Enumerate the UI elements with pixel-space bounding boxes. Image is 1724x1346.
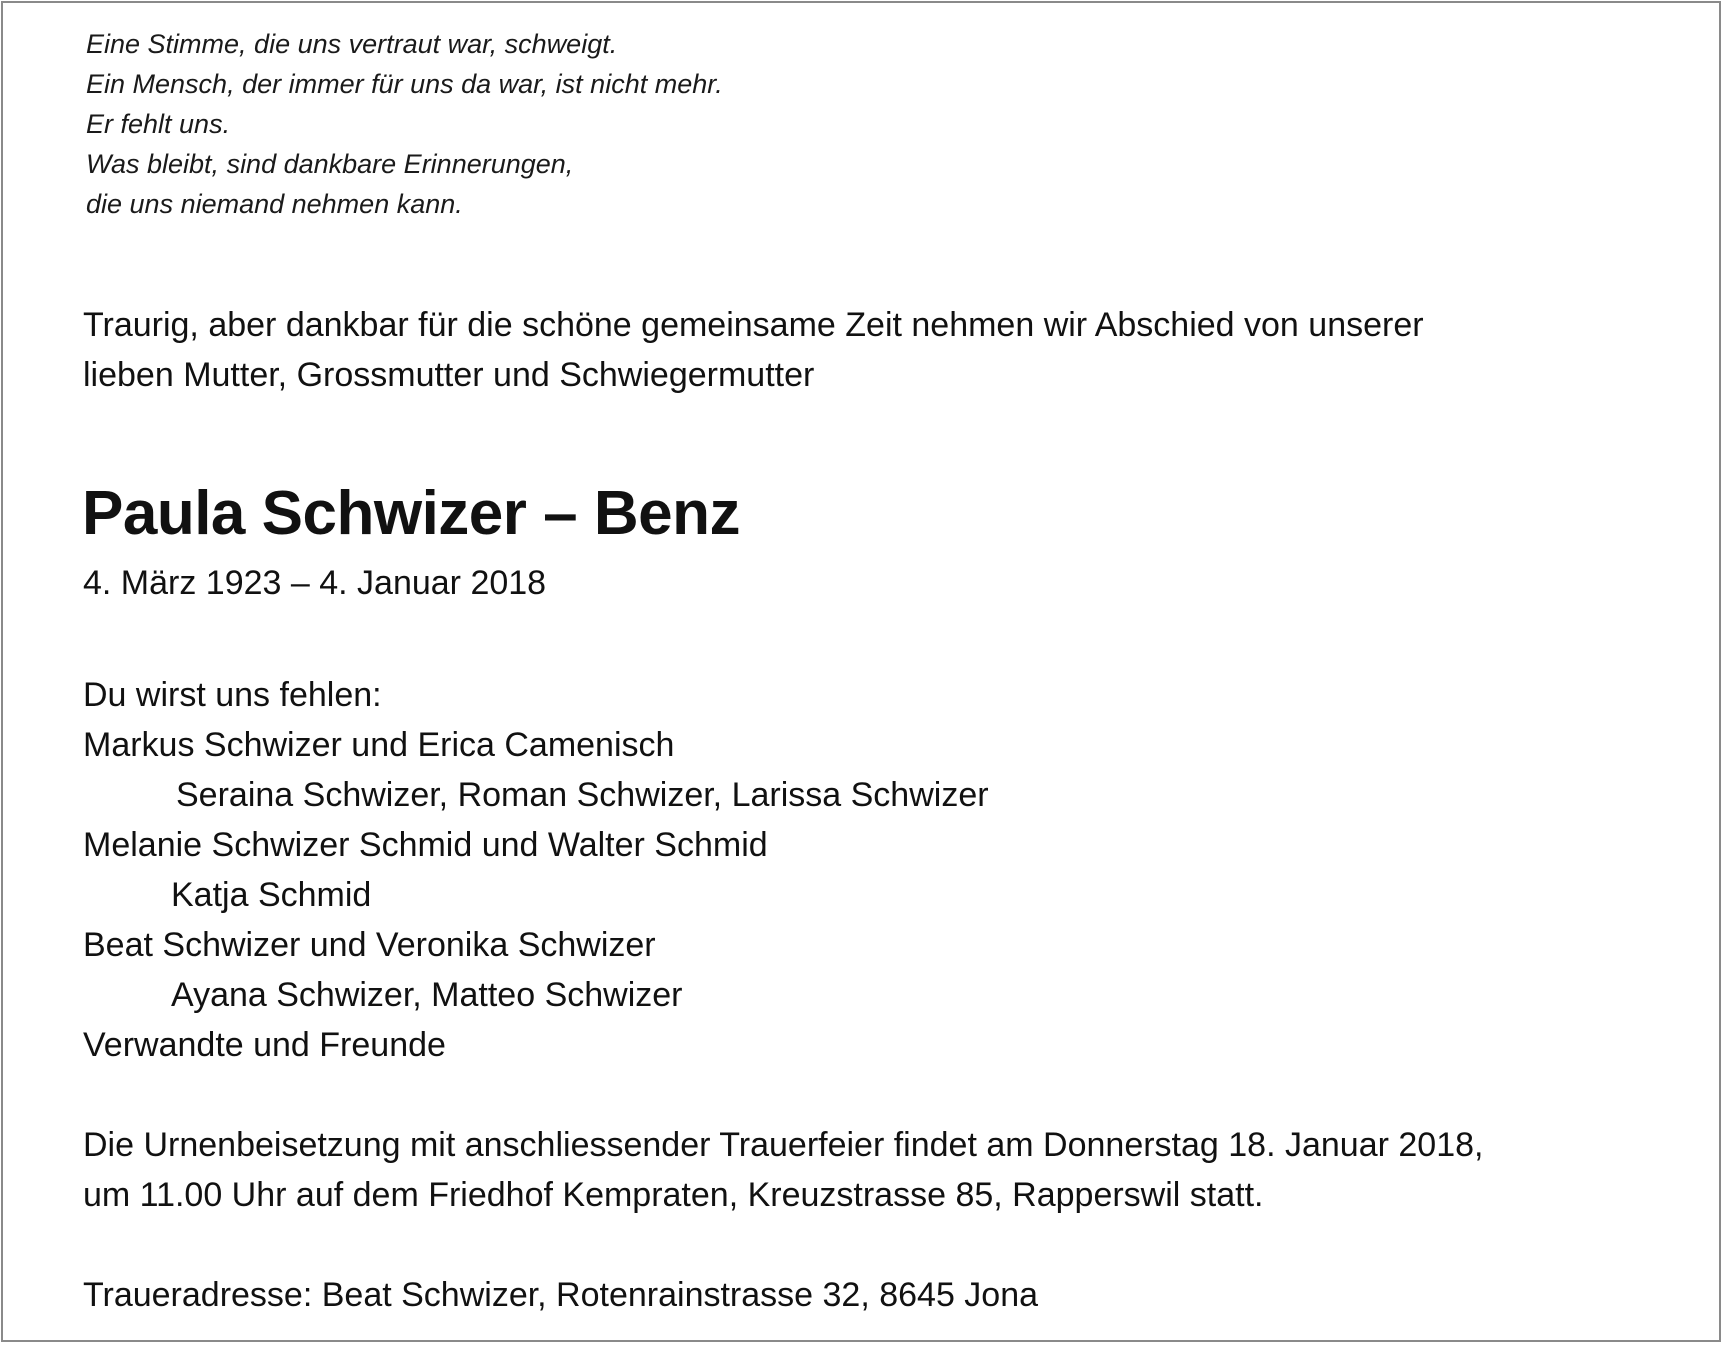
mourners-list: [83, 670, 989, 1070]
mourner-line: Verwandte und Freunde: [83, 1026, 446, 1064]
poem-line: die uns niemand nehmen kann.: [86, 189, 463, 219]
mourners-heading: Du wirst uns fehlen:: [83, 676, 382, 714]
ceremony-line: Die Urnenbeisetzung mit anschliessender Trauerfeier findet am Donnerstag 18. Januar 2018,: [83, 1126, 1484, 1164]
mourner-line: Seraina Schwizer, Roman Schwizer, Larissa Schwizer: [176, 776, 989, 814]
intro-line: lieben Mutter, Grossmutter und Schwiegermutter: [83, 356, 815, 394]
poem: [86, 24, 723, 224]
poem-line: Ein Mensch, der immer für uns da war, ist nicht mehr.: [86, 69, 723, 99]
deceased-name: Paula Schwizer – Benz: [82, 479, 740, 548]
mourner-line: Melanie Schwizer Schmid und Walter Schmid: [83, 826, 768, 864]
life-dates: 4. März 1923 – 4. Januar 2018: [83, 564, 547, 602]
intro-text: [83, 300, 1424, 400]
mourner-line: Ayana Schwizer, Matteo Schwizer: [171, 976, 683, 1014]
intro-line: Traurig, aber dankbar für die schöne gemeinsame Zeit nehmen wir Abschied von unserer: [83, 306, 1424, 344]
ceremony-info: [83, 1120, 1483, 1220]
mourning-address: Traueradresse: Beat Schwizer, Rotenrainstrasse 32, 8645 Jona: [83, 1276, 1039, 1314]
mourner-line: Markus Schwizer und Erica Camenisch: [83, 726, 675, 764]
mourner-line: Beat Schwizer und Veronika Schwizer: [83, 926, 656, 964]
poem-line: Was bleibt, sind dankbare Erinnerungen,: [86, 149, 574, 179]
poem-line: Eine Stimme, die uns vertraut war, schweigt.: [86, 29, 618, 59]
mourner-line: Katja Schmid: [171, 876, 372, 914]
ceremony-line: um 11.00 Uhr auf dem Friedhof Kempraten, Kreuzstrasse 85, Rapperswil statt.: [83, 1176, 1264, 1214]
poem-line: Er fehlt uns.: [86, 109, 231, 139]
